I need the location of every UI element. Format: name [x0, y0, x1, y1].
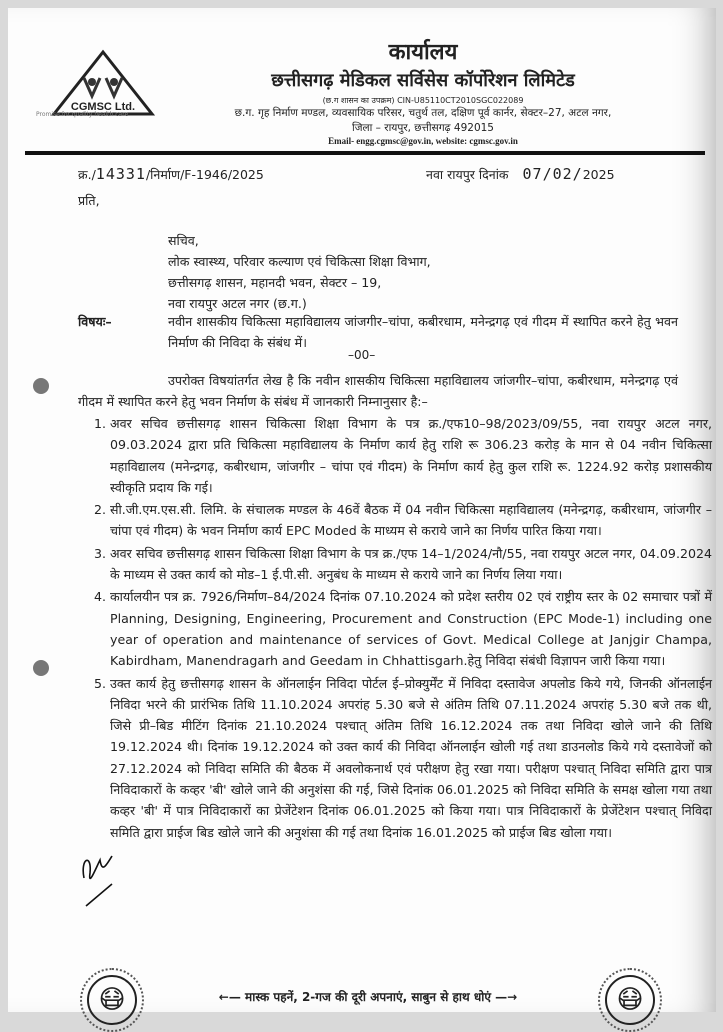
list-item: 3. अवर सचिव छत्तीसगढ़ शासन चिकित्सा शिक्षा विभाग के पत्र क्र./एफ 14–1/2024/नौ/55, नवा रायपुर अटल नगर, 04.09.2024 के माध्यम से उक्त कार्य को मोड–1 ई.पी.सी. अनुबंध के माध्यम से कराये जाने का निर्णय लिया गया। — [110, 543, 712, 586]
addressee-line: नवा रायपुर अटल नगर (छ.ग.) — [168, 296, 307, 311]
subject-separator: –00– — [348, 348, 376, 362]
date-year: 2025 — [582, 167, 615, 182]
list-item: 4. कार्यालयीन पत्र क्र. 7926/निर्माण–84/2024 दिनांक 07.10.2024 को प्रदेश स्तरीय 02 एवं राष्ट्रीय स्तर के 02 समाचार पत्रों में Planning, Designing, Engineering, Procurement and Construction (EPC Mode-1) including one year of operation and maintenance of services of Govt. Medical College at Janjgir Champa, Kabirdham, Manendragarh and Geedam in Chhattisgarh.हेतु निविदा संबंधी विज्ञापन जारी किया गया। — [110, 586, 712, 671]
office-heading: कार्यालय — [388, 40, 458, 65]
handwritten-date: 07/02/ — [522, 165, 583, 183]
subject-label: विषयः– — [78, 314, 112, 329]
covid-slogan: ←— मास्क पहनें, 2-गज की दूरी अपनाएं, साबुन से हाथ धोएं —→ — [218, 990, 518, 1004]
place-date — [426, 165, 615, 183]
addressee-line: सचिव, — [168, 233, 199, 248]
addressee-block — [168, 230, 431, 314]
address-line-2: जिला – रायपुर, छत्तीसगढ़ 492015 — [352, 122, 494, 134]
svg-text:CGMSC Ltd.: CGMSC Ltd. — [70, 101, 136, 113]
subject-text: नवीन शासकीय चिकित्सा महाविद्यालय जांजगीर–चांपा, कबीरधाम, मनेन्द्रगढ़ एवं गीदम में स्थापित करने हेतु भवन निर्माण की निविदा के संबंध में। — [168, 314, 678, 350]
punch-hole — [33, 378, 49, 394]
organization-name: छत्तीसगढ़ मेडिकल सर्विसेस कॉर्पोरेशन लिमिटेड — [271, 70, 575, 91]
addressee-line: छत्तीसगढ़ शासन, महानदी भवन, सेक्टर – 19, — [168, 275, 382, 290]
place-date-label: नवा रायपुर दिनांक — [426, 167, 509, 182]
to-label: प्रति, — [78, 193, 100, 208]
points-list — [78, 413, 712, 844]
masked-man-icon: 😷 — [598, 968, 662, 1032]
ref-suffix: /निर्माण/F-1946/2025 — [145, 167, 264, 182]
initials-signature — [78, 848, 123, 908]
punch-hole — [33, 660, 49, 676]
document-page — [8, 8, 716, 1015]
intro-paragraph: उपरोक्त विषयांतर्गत लेख है कि नवीन शासकीय चिकित्सा महाविद्यालय जांजगीर–चांपा, कबीरधाम, मनेन्द्रगढ़ एवं गीदम में स्थापित करने हेतु भवन निर्माण के संबंध में जानकारी निम्नानुसार है:– — [78, 373, 678, 409]
list-item: 1. अवर सचिव छत्तीसगढ़ शासन चिकित्सा शिक्षा विभाग के पत्र क्र./एफ10–98/2023/09/55, नवा रायपुर अटल नगर, 09.03.2024 द्वारा प्रति चिकित्सा महाविद्यालय के निर्माण कार्य हेतु राशि रू 306.23 करोड़ के मान से 04 नवीन चिकित्सा महाविद्यालय (मनेन्द्रगढ़, कबीरधाम, जांजगीर – चांपा एवं गीदम) के निर्माण कार्य हेतु कुल राशि रू. 1224.92 करोड़ प्रशासकीय स्वीकृति प्रदाय कि गई। — [110, 413, 712, 498]
contact-line: Email- engg.cgmsc@gov.in, website: cgmsc.gov.in — [328, 136, 518, 146]
reference-number — [78, 165, 264, 183]
address-line-1: छ.ग. गृह निर्माण मण्डल, व्यवसायिक परिसर, चतुर्थ तल, दक्षिण पूर्व कार्नर, सेक्टर–27, अटल नगर, — [234, 107, 612, 119]
logo-tagline: Promise for quality health care — [36, 111, 129, 118]
ref-handwritten-number: 14331 — [95, 165, 146, 183]
cin-number: (छ.ग शासन का उपक्रम) CIN-U85110CT2010SGC022089 — [322, 96, 524, 105]
list-item: 5. उक्त कार्य हेतु छत्तीसगढ़ शासन के ऑनलाईन निविदा पोर्टल ई–प्रोक्युर्मेंट में निविदा दस्तावेज अपलोड किये गये, जिनकी ऑनलाईन निविदा भरने की प्रारंभिक तिथि 11.10.2024 अपरांह 5.30 बजे से अंतिम तिथि 07.11.2024 अपरांह 5.30 बजे तक थी, जिसे प्री–बिड मीटिंग दिनांक 21.10.2024 पश्चात् अंतिम तिथि 16.12.2024 तक तथा निविदा खोले जाने की तिथि 19.12.2024 थी। दिनांक 19.12.2024 को उक्त कार्य की निविदा ऑनलाईन खोली गई तथा डाउनलोड किये गये दस्तावेजों को 27.12.2024 को निविदा समिति की बैठक में अवलोकनार्थ एवं परीक्षण हेतु रखा गया। परीक्षण पश्चात् निविदा समिति द्वारा पात्र निविदाकारों के कव्हर 'बी' खोले जाने की अनुशंसा की गई, जिसे दिनांक 06.01.2025 को निविदा समिति के समक्ष खोला गया तथा कव्हर 'बी' में पात्र निविदाकारों का प्रेजेंटेशन दिनांक 06.01.2025 को किया गया। पात्र निविदाकारों के प्रेजेंटेशन पश्चात् निविदा समिति द्वारा प्राईज बिड खोले जाने की अनुशंसा की गई तथा दिनांक 16.01.2025 को प्राईज बिड खोला गया। — [110, 673, 712, 843]
header-divider — [25, 151, 705, 155]
ref-prefix: क्र./ — [78, 167, 96, 182]
list-item: 2. सी.जी.एम.एस.सी. लिमि. के संचालक मण्डल के 46वें बैठक में 04 नवीन चिकित्सा महाविद्यालय (मनेन्द्रगढ़, कबीरधाम, जांजगीर – चांपा एवं गीदम) के भवन निर्माण कार्य EPC Moded के माध्यम से कराये जाने का निर्णय पारित किया गया। — [110, 499, 712, 542]
masked-woman-icon: 😷 — [80, 968, 144, 1032]
addressee-line: लोक स्वास्थ्य, परिवार कल्याण एवं चिकित्सा शिक्षा विभाग, — [168, 254, 431, 269]
